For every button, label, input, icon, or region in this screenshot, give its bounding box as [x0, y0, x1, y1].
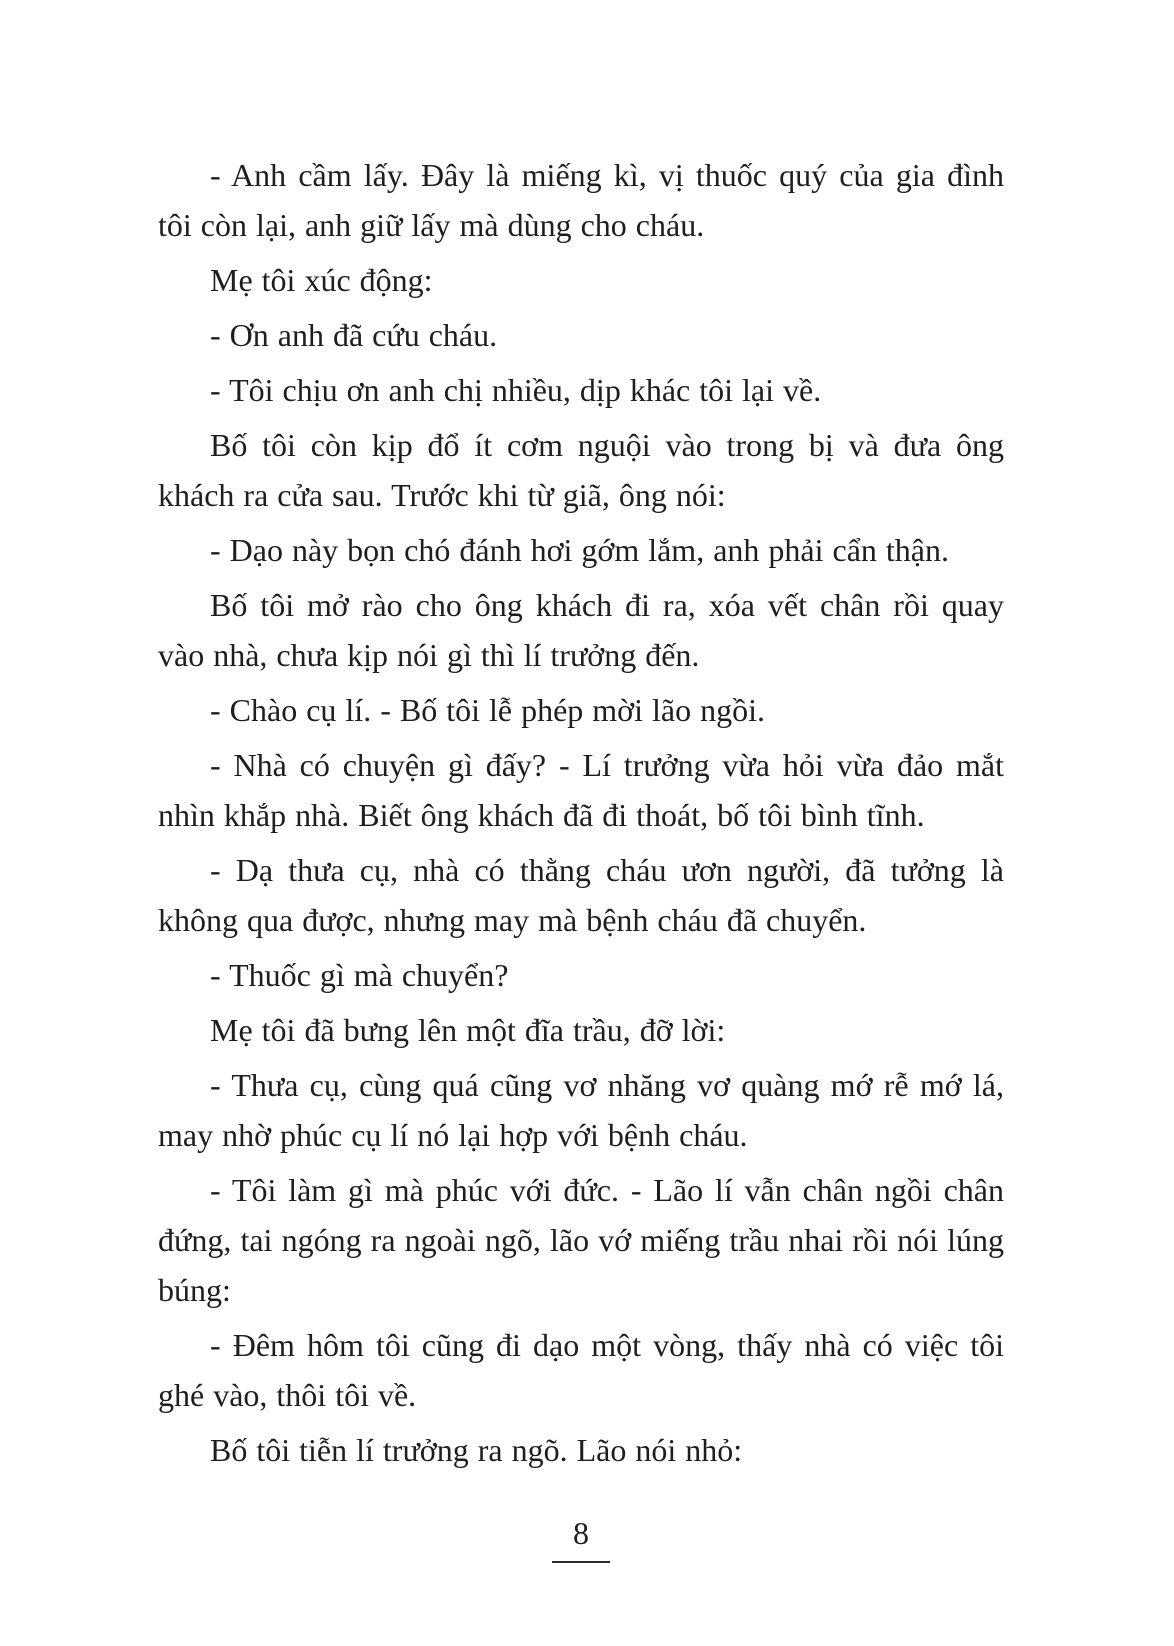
- paragraph: Bố tôi còn kịp đổ ít cơm nguội vào trong bị và đưa ông khách ra cửa sau. Trước khi từ giã, ông nói:: [158, 427, 1004, 513]
- paragraph: - Ơn anh đã cứu cháu.: [210, 317, 498, 353]
- paragraph: Mẹ tôi xúc động:: [210, 262, 433, 298]
- paragraph: - Tôi làm gì mà phúc với đức. - Lão lí vẫn chân ngồi chân đứng, tai ngóng ra ngoài ngõ, lão vớ miếng trầu nhai rồi nói lúng búng:: [158, 1172, 1004, 1308]
- paragraph: Mẹ tôi đã bưng lên một đĩa trầu, đỡ lời:: [210, 1012, 726, 1048]
- paragraph: - Thưa cụ, cùng quá cũng vơ nhăng vơ quàng mớ rễ mớ lá, may nhờ phúc cụ lí nó lại hợp với bệnh cháu.: [158, 1067, 1004, 1153]
- page-footer: [158, 1516, 1004, 1563]
- paragraph: - Dạo này bọn chó đánh hơi gớm lắm, anh phải cẩn thận.: [210, 532, 949, 568]
- paragraph: - Nhà có chuyện gì đấy? - Lí trưởng vừa hỏi vừa đảo mắt nhìn khắp nhà. Biết ông khách đã đi thoát, bố tôi bình tĩnh.: [158, 747, 1004, 833]
- paragraph: - Dạ thưa cụ, nhà có thằng cháu ươn người, đã tưởng là không qua được, nhưng may mà bệnh cháu đã chuyển.: [158, 852, 1004, 938]
- page-number: 8: [573, 1515, 589, 1551]
- paragraph: - Chào cụ lí. - Bố tôi lễ phép mời lão ngồi.: [210, 692, 765, 728]
- paragraph: - Tôi chịu ơn anh chị nhiều, dịp khác tôi lại về.: [210, 372, 822, 408]
- paragraph: - Đêm hôm tôi cũng đi dạo một vòng, thấy nhà có việc tôi ghé vào, thôi tôi về.: [158, 1327, 1004, 1413]
- paragraph: Bố tôi tiễn lí trưởng ra ngõ. Lão nói nhỏ:: [210, 1432, 743, 1468]
- paragraph: Bố tôi mở rào cho ông khách đi ra, xóa vết chân rồi quay vào nhà, chưa kịp nói gì thì lí trưởng đến.: [158, 587, 1004, 673]
- page-number-rule: [552, 1561, 610, 1563]
- paragraph: - Thuốc gì mà chuyển?: [210, 957, 509, 993]
- paragraph: - Anh cầm lấy. Đây là miếng kì, vị thuốc quý của gia đình tôi còn lại, anh giữ lấy mà dùng cho cháu.: [158, 157, 1004, 243]
- text-block: [158, 150, 1004, 1480]
